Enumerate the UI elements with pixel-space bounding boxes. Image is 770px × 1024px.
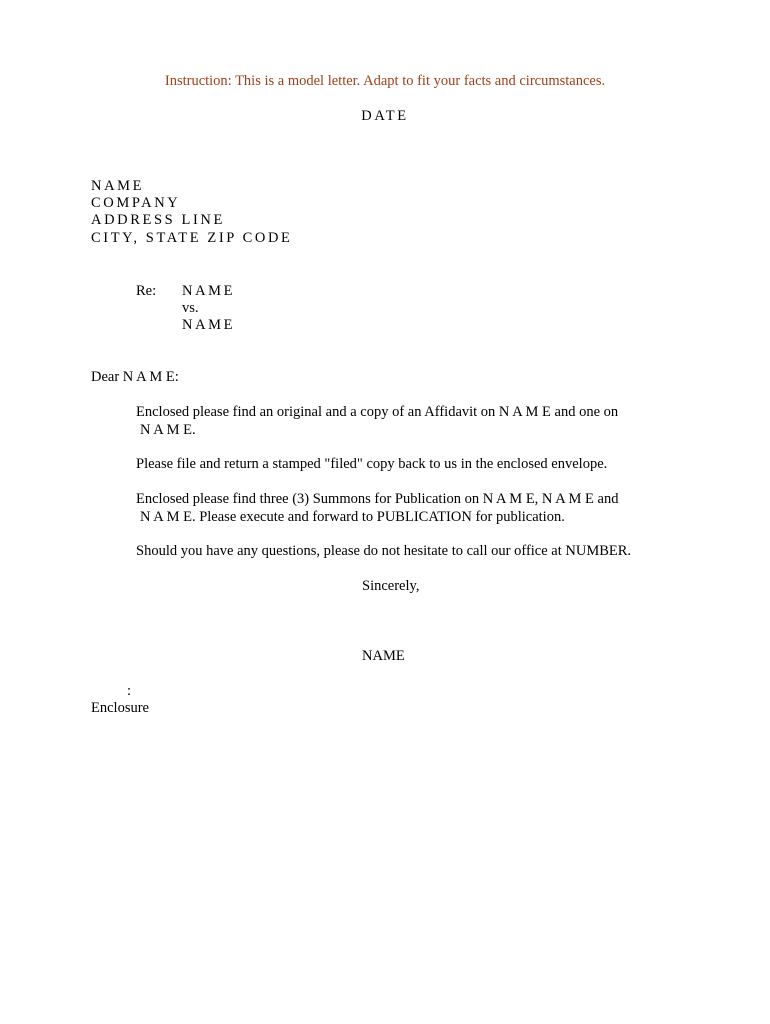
salutation: Dear N A M E: [91,369,179,385]
paragraph-1-line-1: Enclosed please find an original and a copy of an Affidavit on N A M E and one on [136,404,619,420]
re-versus: vs. [182,300,199,316]
re-party-1: NAME [182,283,236,299]
closing: Sincerely, [362,578,420,594]
letter-date: DATE [361,108,409,124]
enclosure-note: Enclosure [91,700,149,716]
re-label: Re: [136,283,157,299]
paragraph-3-line-1: Enclosed please find three (3) Summons for Publication on N A M E, N A M E and [136,491,619,507]
paragraph-3-line-2: N A M E. Please execute and forward to PUBLICATION for publication. [140,509,565,525]
re-party-2: NAME [182,317,236,333]
recipient-city-state-zip: CITY, STATE ZIP CODE [91,230,293,246]
colon-mark: : [127,683,132,699]
signature-name: NAME [362,648,405,664]
instruction-note: Instruction: This is a model letter. Adapt to fit your facts and circumstances. [164,73,606,89]
recipient-address: ADDRESS LINE [91,212,225,228]
paragraph-4: Should you have any questions, please do not hesitate to call our office at NUMBER. [136,543,632,559]
recipient-name: NAME [91,178,145,194]
paragraph-2: Please file and return a stamped "filed" copy back to us in the enclosed envelope. [136,456,608,472]
paragraph-1-line-2: N A M E. [140,422,196,438]
recipient-company: COMPANY [91,195,181,211]
